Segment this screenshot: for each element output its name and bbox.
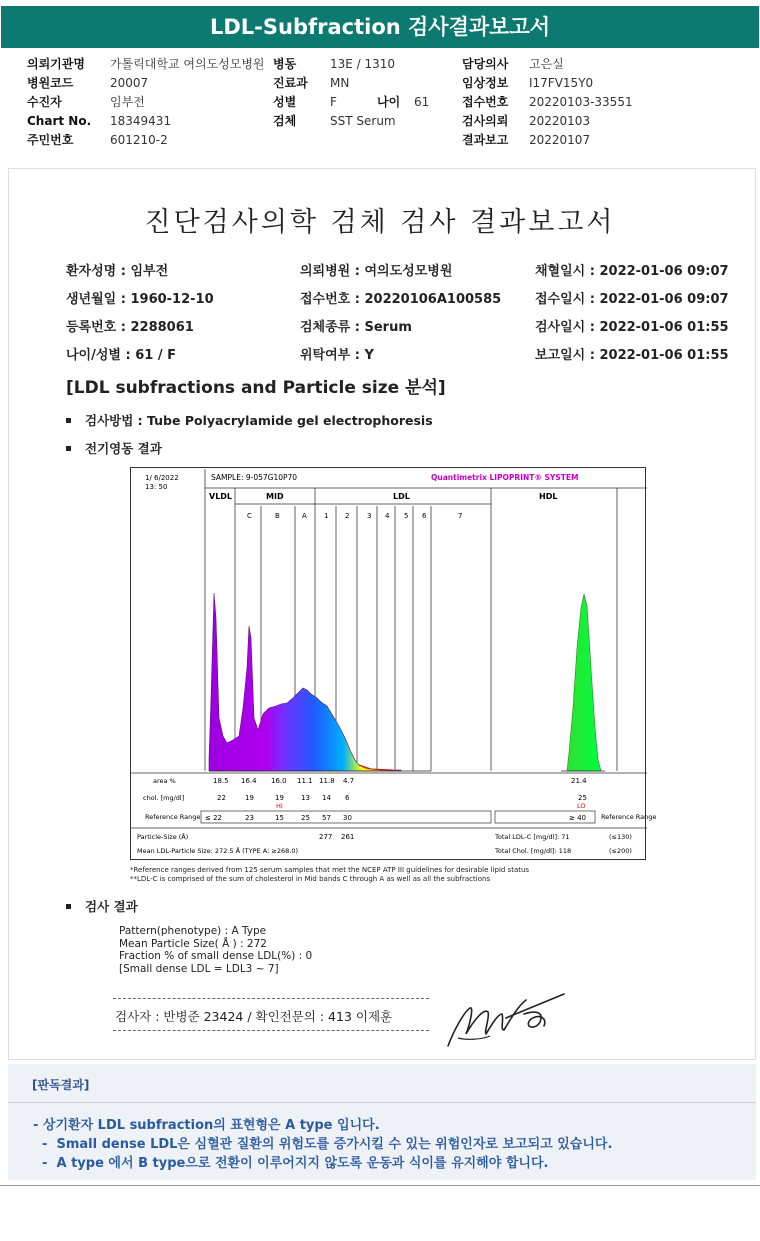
age-label: 나이 bbox=[377, 95, 401, 109]
chol-b-hi-flag: HI bbox=[276, 802, 283, 810]
field-receipt-time: 접수일시 : 2022-01-06 09:07 bbox=[535, 292, 729, 307]
doctor-label: 담당의사 bbox=[462, 57, 509, 71]
signature-bottom-rule bbox=[113, 1030, 429, 1031]
result-pattern: Pattern(phenotype) : A Type bbox=[119, 925, 267, 937]
lipoprotein-peak-curve bbox=[209, 593, 401, 771]
code-label: 병원코드 bbox=[27, 76, 74, 90]
total-chol-ref: (≤200) bbox=[609, 847, 632, 855]
report-title: 진단검사의학 검체 검사 결과보고서 bbox=[144, 207, 616, 238]
band-b: B bbox=[275, 512, 280, 520]
clinical-value: I17FV15Y0 bbox=[529, 76, 594, 90]
band-c: C bbox=[247, 512, 252, 520]
specimen-label: 검체 bbox=[273, 114, 297, 128]
hospital-value: 가톨릭대학교 여의도성모병원 bbox=[110, 57, 265, 71]
footnote-ldl-c: **LDL-C is comprised of the sum of cholesterol in Mid bands C through A as well as all the subfractions bbox=[130, 875, 491, 883]
ssn-value: 601210-2 bbox=[110, 133, 168, 147]
request-value: 20220103 bbox=[529, 114, 591, 128]
judgement-title: [판독결과] bbox=[32, 1078, 90, 1092]
ward-value: 13E / 1310 bbox=[330, 57, 396, 71]
psize-1: 277 bbox=[319, 833, 333, 841]
ssn-label: 주민번호 bbox=[27, 133, 74, 147]
group-vldl: VLDL bbox=[209, 492, 233, 501]
request-label: 검사의뢰 bbox=[462, 114, 509, 128]
band-4: 4 bbox=[385, 512, 390, 520]
bottom-rule bbox=[0, 1185, 760, 1186]
electro-bullet: 전기영동 결과 bbox=[66, 439, 162, 457]
field-receipt-no: 접수번호 : 20220106A100585 bbox=[300, 292, 502, 307]
ref-b: 15 bbox=[275, 814, 284, 822]
chol-hdl: 25 bbox=[578, 794, 587, 802]
field-test-time: 검사일시 : 2022-01-06 01:55 bbox=[535, 320, 729, 335]
total-ldl-ref: (≤130) bbox=[609, 833, 632, 841]
result-bullet: 검사 결과 bbox=[66, 897, 138, 915]
row-ref-label: Reference Range bbox=[145, 813, 201, 821]
method-bullet: 검사방법 : Tube Polyacrylamide gel electrophoresis bbox=[66, 411, 433, 429]
hdl-peak-curve bbox=[567, 594, 601, 771]
band-6: 6 bbox=[422, 512, 427, 520]
ref-2: 30 bbox=[343, 814, 352, 822]
group-mid: MID bbox=[266, 492, 284, 501]
ward-label: 병동 bbox=[273, 57, 297, 71]
band-5: 5 bbox=[404, 512, 409, 520]
age-value: 61 bbox=[414, 95, 430, 109]
ref-a: 25 bbox=[301, 814, 310, 822]
chart-date: 1/ 6/2022 bbox=[145, 474, 179, 482]
chart-brand: Quantimetrix LIPOPRINT® SYSTEM bbox=[431, 473, 579, 482]
footnote-reference: *Reference ranges derived from 125 serum samples that met the NCEP ATP III guidelines for desirable lipid status bbox=[130, 866, 530, 874]
area-a: 11.1 bbox=[297, 777, 313, 785]
chart-sample: SAMPLE: 9-057G10P70 bbox=[211, 473, 298, 482]
checker-line: 검사자 : 반병준 23424 / 확인전문의 : 413 이제훈 bbox=[115, 1009, 393, 1024]
band-3: 3 bbox=[367, 512, 372, 520]
chol-1: 14 bbox=[322, 794, 331, 802]
row-psize-label: Particle-Size (Å) bbox=[137, 833, 189, 841]
field-consign: 위탁여부 : Y bbox=[300, 348, 374, 363]
chart-no-value: 18349431 bbox=[110, 114, 172, 128]
doctor-value: 고은실 bbox=[529, 57, 564, 71]
dept-label: 진료과 bbox=[273, 76, 308, 90]
field-birth: 생년월일 : 1960-12-10 bbox=[66, 292, 214, 307]
result-fraction: Fraction % of small dense LDL(%) : 0 bbox=[119, 950, 313, 962]
field-reg-no: 등록번호 : 2288061 bbox=[66, 320, 194, 335]
hospital-label: 의뢰기관명 bbox=[27, 57, 85, 71]
group-hdl: HDL bbox=[539, 492, 558, 501]
sex-value: F bbox=[330, 95, 337, 109]
handwritten-signature bbox=[440, 990, 570, 1054]
row-chol-label: chol. [mg/dl] bbox=[143, 794, 185, 802]
ref-right-label: Reference Range bbox=[601, 813, 657, 821]
judgement-line-3: - A type 에서 B type으로 전환이 이루어지지 않도록 운동과 식이를 유지해야 합니다. bbox=[33, 1156, 549, 1171]
receipt-value: 20220103-33551 bbox=[529, 95, 633, 109]
field-patient-name: 환자성명 : 임부전 bbox=[66, 264, 169, 279]
code-value: 20007 bbox=[110, 76, 149, 90]
ref-vldl: ≤ 22 bbox=[205, 814, 222, 822]
mean-ldl-size: Mean LDL-Particle Size: 272.5 Å (TYPE A; ≥268.0) bbox=[137, 847, 298, 855]
electrophoresis-chart bbox=[130, 467, 657, 860]
chol-a: 13 bbox=[301, 794, 310, 802]
row-area-label: area % bbox=[153, 777, 176, 785]
electrophoresis-svg bbox=[131, 468, 657, 861]
receipt-label: 접수번호 bbox=[462, 95, 509, 109]
field-draw-time: 채혈일시 : 2022-01-06 09:07 bbox=[535, 264, 729, 279]
judgement-line-2: - Small dense LDL은 심혈관 질환의 위험도를 증가시킬 수 있는 위험인자로 보고되고 있습니다. bbox=[33, 1137, 613, 1152]
chol-2: 6 bbox=[345, 794, 350, 802]
chart-no-label: Chart No. bbox=[27, 114, 92, 128]
field-specimen: 검체종류 : Serum bbox=[300, 320, 412, 335]
chol-hdl-lo-flag: LO bbox=[577, 802, 586, 810]
ref-1: 57 bbox=[322, 814, 331, 822]
band-2: 2 bbox=[345, 512, 350, 520]
chart-time: 13: 50 bbox=[145, 483, 168, 491]
judgement-header bbox=[8, 1064, 756, 1103]
result-lines bbox=[119, 925, 312, 975]
sex-label: 성별 bbox=[273, 95, 297, 109]
result-sdldl-def: [Small dense LDL = LDL3 ~ 7] bbox=[119, 962, 279, 975]
report-header-title: LDL-Subfraction 검사결과보고서 bbox=[1, 6, 759, 48]
chol-vldl: 22 bbox=[217, 794, 226, 802]
area-1: 11.8 bbox=[319, 777, 335, 785]
chol-c: 19 bbox=[245, 794, 254, 802]
signature-top-rule bbox=[113, 998, 429, 999]
band-7: 7 bbox=[458, 512, 463, 520]
patient-value: 임부전 bbox=[110, 95, 145, 109]
area-vldl: 18.5 bbox=[213, 777, 229, 785]
field-hospital: 의뢰병원 : 여의도성모병원 bbox=[300, 264, 453, 279]
field-age-sex: 나이/성별 : 61 / F bbox=[66, 348, 177, 363]
psize-2: 261 bbox=[341, 833, 355, 841]
specimen-value: SST Serum bbox=[330, 114, 396, 128]
area-hdl: 21.4 bbox=[571, 777, 587, 785]
report-date-label: 결과보고 bbox=[462, 133, 509, 147]
area-c: 16.4 bbox=[241, 777, 257, 785]
patient-label: 수진자 bbox=[27, 95, 62, 109]
field-report-time: 보고일시 : 2022-01-06 01:55 bbox=[535, 348, 729, 363]
judgement-line-1: - 상기환자 LDL subfraction의 표현형은 A type 입니다. bbox=[33, 1118, 380, 1133]
group-ldl: LDL bbox=[393, 492, 410, 501]
band-a: A bbox=[302, 512, 307, 520]
area-b: 16.0 bbox=[271, 777, 287, 785]
area-2: 4.7 bbox=[343, 777, 355, 785]
total-ldl: Total LDL-C [mg/dl]: 71 bbox=[495, 833, 570, 841]
band-1: 1 bbox=[324, 512, 329, 520]
section-title: [LDL subfractions and Particle size 분석] bbox=[66, 378, 446, 398]
dept-value: MN bbox=[330, 76, 350, 90]
clinical-label: 임상정보 bbox=[462, 76, 509, 90]
chol-b: 19 bbox=[275, 794, 284, 802]
ref-c: 23 bbox=[245, 814, 254, 822]
report-date-value: 20220107 bbox=[529, 133, 591, 147]
ref-hdl: ≥ 40 bbox=[569, 814, 586, 822]
result-mean-size: Mean Particle Size( Å ) : 272 bbox=[119, 937, 267, 950]
total-chol: Total Chol. [mg/dl]: 118 bbox=[495, 847, 572, 855]
